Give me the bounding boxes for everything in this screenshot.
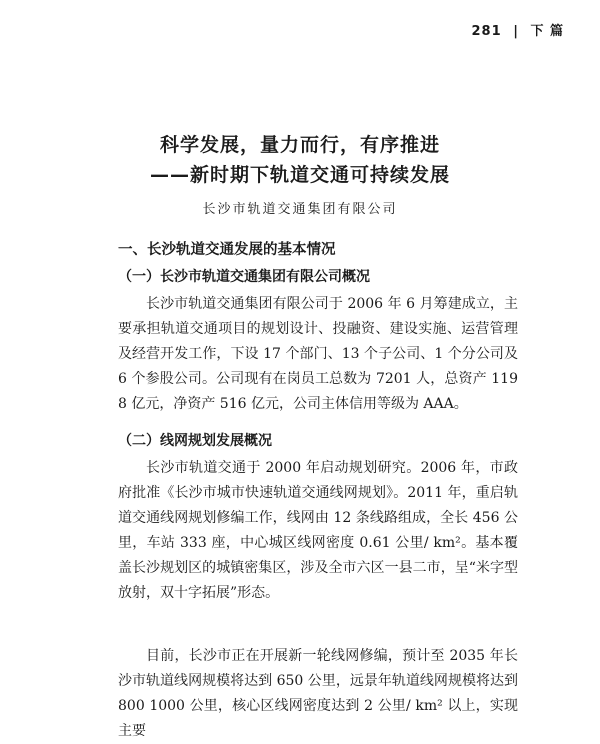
paragraph-network-planning: 长沙市轨道交通于 2000 年启动规划研究。2006 年，市政府批准《长沙市城市快速轨道交通线网规划》。2011 年，重启轨道交通线网规划修编工作，线网由 12 条线路组成，全长 456 公里，车站 333 座，中心城区线网密度 0.61 公里/ km²。基本覆盖长沙规划区的城镇密集区，涉及全市六区一县二市，呈“米字型放射，双十字拓展”形态。 xyxy=(118,460,518,601)
section-heading-1: 一、长沙轨道交通发展的基本情况 xyxy=(118,242,336,258)
running-header xyxy=(472,20,564,39)
author-organization: 长沙市轨道交通集团有限公司 xyxy=(202,202,398,217)
paragraph-company-overview: 长沙市轨道交通集团有限公司于 2006 年 6 月筹建成立，主要承担轨道交通项目的规划设计、投融资、建设实施、运营管理及经营开发工作，下设 17 个部门、13 个子公司、1 个分公司及 6 个参股公司。公司现有在岗员工总数为 7201 人，总资产 1198 亿元，净资产 516 亿元，公司主体信用等级为 AAA。 xyxy=(118,296,518,412)
paragraph-current-revision: 目前，长沙市正在开展新一轮线网修编，预计至 2035 年长沙市轨道线网规模将达到 650 公里，远景年轨道线网规模将达到 800 1000 公里，核心区线网密度达到 2 公里/ km² 以上，实现主要 xyxy=(118,648,518,739)
subsection-heading-2: （二）线网规划发展概况 xyxy=(118,433,272,449)
article-subtitle: ——新时期下轨道交通可持续发展 xyxy=(149,164,450,186)
header-separator: | xyxy=(513,24,519,39)
subsection-heading-1: （一）长沙市轨道交通集团有限公司概况 xyxy=(118,269,370,285)
article-title: 科学发展，量力而行，有序推进 xyxy=(159,134,440,156)
section-label: 下 篇 xyxy=(530,24,564,39)
page-number: 281 xyxy=(471,24,502,39)
